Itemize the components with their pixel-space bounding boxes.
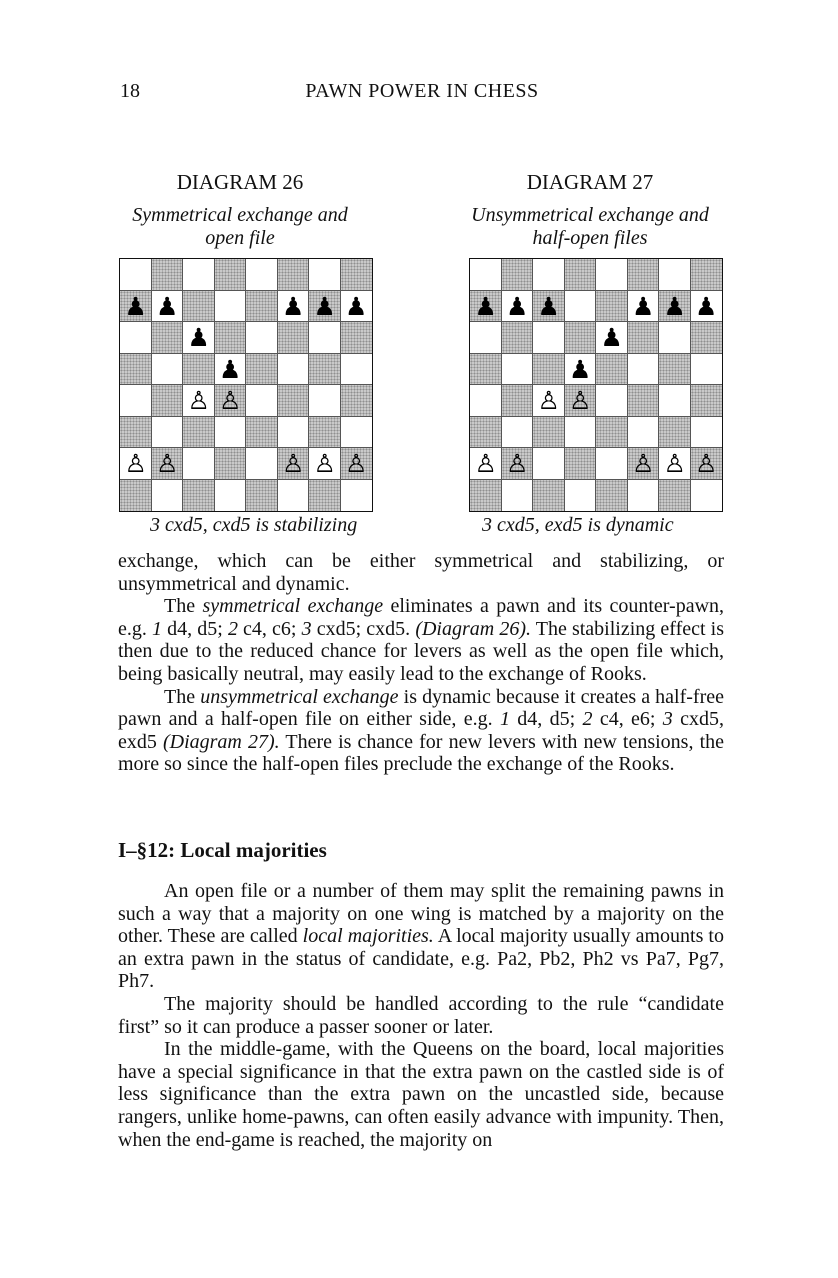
- board-square: [596, 291, 628, 323]
- diagram-caption-line: half-open files: [532, 227, 648, 249]
- black-pawn-icon: ♟: [313, 291, 336, 321]
- text-run: eliminates a pawn and its counter-pawn, e.g.: [118, 595, 725, 640]
- board-square: [341, 385, 373, 417]
- text-run: cxd5; cxd5.: [311, 617, 416, 640]
- board-square: [659, 259, 691, 291]
- diagram-heading: DIAGRAM 26: [176, 170, 304, 194]
- board-square: [502, 354, 534, 386]
- black-pawn-icon: ♟: [569, 354, 592, 384]
- italic-text: (Diagram 27).: [162, 730, 280, 753]
- board-caption: 3 cxd5, cxd5 is stabilizing: [150, 514, 358, 536]
- board-square: [470, 354, 502, 386]
- board-square: [120, 480, 152, 512]
- board-square: [309, 354, 341, 386]
- text-run: c4, e6;: [592, 708, 663, 731]
- text-run: The: [164, 685, 201, 708]
- board-square: [278, 385, 310, 417]
- white-pawn-icon: ♙: [124, 449, 147, 479]
- board-square: [628, 322, 660, 354]
- board-square: [246, 417, 278, 449]
- white-pawn-icon: ♙: [537, 386, 560, 416]
- text-run: The: [164, 595, 203, 618]
- italic-text: 2: [582, 708, 593, 731]
- board-square: [278, 354, 310, 386]
- board-square: [470, 385, 502, 417]
- italic-text: (Diagram 26).: [415, 617, 531, 640]
- board-square: [341, 291, 373, 323]
- page-number: 18: [120, 80, 140, 102]
- board-square: [691, 354, 723, 386]
- board-square: [309, 448, 341, 480]
- board-square: [246, 322, 278, 354]
- diagram-caption-line: Symmetrical exchange and: [132, 204, 348, 226]
- diagram-caption: [455, 204, 725, 252]
- white-pawn-icon: ♙: [506, 449, 529, 479]
- italic-text: 2: [227, 617, 238, 640]
- section-heading: I–§12: Local majorities: [118, 838, 327, 862]
- board-square: [341, 259, 373, 291]
- black-pawn-icon: ♟: [663, 291, 686, 321]
- board-square: [278, 448, 310, 480]
- board-square: [470, 259, 502, 291]
- board-square: [565, 385, 597, 417]
- board-square: [691, 259, 723, 291]
- white-pawn-icon: ♙: [156, 449, 179, 479]
- black-pawn-icon: ♟: [474, 291, 497, 321]
- black-pawn-icon: ♟: [156, 291, 179, 321]
- board-square: [470, 322, 502, 354]
- paragraph: [118, 993, 724, 1038]
- black-pawn-icon: ♟: [219, 354, 242, 384]
- text-run: The majority should be handled according to the rule “candidate first” so it can produce a passer sooner or later.: [118, 992, 724, 1038]
- board-square: [628, 417, 660, 449]
- board-square: [533, 448, 565, 480]
- white-pawn-icon: ♙: [345, 449, 368, 479]
- board-square: [341, 480, 373, 512]
- board-square: [309, 259, 341, 291]
- diagram-heading: DIAGRAM 27: [526, 170, 654, 194]
- board-square: [502, 448, 534, 480]
- board-square: [596, 480, 628, 512]
- board-square: [152, 354, 184, 386]
- board-square: [120, 385, 152, 417]
- board-square: [502, 385, 534, 417]
- board-square: [565, 322, 597, 354]
- board-square: [152, 448, 184, 480]
- italic-text: local majorities.: [302, 925, 434, 948]
- board-square: [691, 480, 723, 512]
- board-square: [183, 291, 215, 323]
- board-square: [183, 417, 215, 449]
- board-square: [120, 259, 152, 291]
- board-square: [278, 259, 310, 291]
- board-square: [596, 259, 628, 291]
- board-square: [120, 291, 152, 323]
- board-square: [246, 480, 278, 512]
- black-pawn-icon: ♟: [506, 291, 529, 321]
- text-run: cxd5, exd5: [118, 708, 724, 753]
- board-square: [565, 480, 597, 512]
- board-square: [341, 354, 373, 386]
- black-pawn-icon: ♟: [632, 291, 655, 321]
- board-square: [691, 417, 723, 449]
- board-square: [470, 448, 502, 480]
- black-pawn-icon: ♟: [600, 323, 623, 353]
- text-run: The stabilizing effect is then due to the reduced chance for levers as well as the open file which, being basically neutral, may easily lead to the exchange of Rooks.: [118, 617, 725, 685]
- board-square: [596, 417, 628, 449]
- board-square: [341, 417, 373, 449]
- white-pawn-icon: ♙: [695, 449, 718, 479]
- board-square: [533, 354, 565, 386]
- board-square: [565, 259, 597, 291]
- paragraph: [118, 550, 724, 595]
- board-square: [628, 480, 660, 512]
- board-square: [691, 291, 723, 323]
- board-square: [183, 448, 215, 480]
- board-square: [659, 291, 691, 323]
- body-text-top: [118, 550, 724, 776]
- italic-text: symmetrical exchange: [202, 595, 384, 618]
- text-run: d4, d5;: [162, 617, 228, 640]
- board-square: [183, 385, 215, 417]
- board-square: [246, 291, 278, 323]
- board-square: [659, 417, 691, 449]
- board-square: [659, 480, 691, 512]
- board-square: [659, 354, 691, 386]
- board-square: [470, 417, 502, 449]
- board-square: [215, 385, 247, 417]
- board-square: [246, 385, 278, 417]
- white-pawn-icon: ♙: [663, 449, 686, 479]
- board-square: [502, 417, 534, 449]
- board-square: [659, 448, 691, 480]
- board-square: [215, 417, 247, 449]
- board-square: [470, 291, 502, 323]
- board-square: [309, 291, 341, 323]
- board-square: [183, 354, 215, 386]
- black-pawn-icon: ♟: [282, 291, 305, 321]
- black-pawn-icon: ♟: [537, 291, 560, 321]
- chessboard-diagram-26: [119, 258, 373, 512]
- board-square: [533, 417, 565, 449]
- board-square: [120, 322, 152, 354]
- board-square: [502, 480, 534, 512]
- board-square: [565, 448, 597, 480]
- board-square: [533, 385, 565, 417]
- black-pawn-icon: ♟: [187, 323, 210, 353]
- italic-text: 1: [499, 708, 510, 731]
- board-square: [309, 322, 341, 354]
- text-run: An open file or a number of them may split the remaining pawns in such a way that a majority on one wing is matched by a majority on the other. These are called: [118, 880, 724, 948]
- white-pawn-icon: ♙: [187, 386, 210, 416]
- board-square: [152, 480, 184, 512]
- paragraph: [118, 1038, 724, 1151]
- board-square: [152, 259, 184, 291]
- board-square: [628, 354, 660, 386]
- white-pawn-icon: ♙: [632, 449, 655, 479]
- board-square: [596, 322, 628, 354]
- board-square: [691, 385, 723, 417]
- board-square: [502, 259, 534, 291]
- board-square: [246, 259, 278, 291]
- board-square: [596, 385, 628, 417]
- board-square: [183, 480, 215, 512]
- body-text-section: [118, 880, 724, 1151]
- board-square: [246, 354, 278, 386]
- board-square: [246, 448, 278, 480]
- board-square: [691, 322, 723, 354]
- chessboard-diagram-27: [469, 258, 723, 512]
- board-square: [341, 322, 373, 354]
- text-run: is dynamic because it creates a half-free pawn and a half-open file on either side, e.g.: [118, 685, 725, 731]
- board-square: [659, 385, 691, 417]
- board-square: [278, 322, 310, 354]
- black-pawn-icon: ♟: [124, 291, 147, 321]
- board-square: [215, 448, 247, 480]
- board-square: [341, 448, 373, 480]
- white-pawn-icon: ♙: [219, 386, 242, 416]
- board-square: [309, 417, 341, 449]
- italic-text: unsymmetrical exchange: [200, 685, 399, 708]
- board-square: [215, 291, 247, 323]
- board-square: [120, 448, 152, 480]
- board-square: [628, 291, 660, 323]
- board-square: [152, 417, 184, 449]
- diagram-caption-line: open file: [205, 227, 275, 249]
- board-square: [470, 480, 502, 512]
- board-square: [691, 448, 723, 480]
- board-square: [565, 291, 597, 323]
- running-head: [120, 80, 724, 106]
- board-square: [659, 322, 691, 354]
- italic-text: 3: [301, 617, 312, 640]
- black-pawn-icon: ♟: [345, 291, 368, 321]
- board-square: [278, 291, 310, 323]
- board-square: [215, 354, 247, 386]
- board-square: [215, 322, 247, 354]
- italic-text: 1: [152, 617, 162, 640]
- white-pawn-icon: ♙: [474, 449, 497, 479]
- black-pawn-icon: ♟: [695, 291, 718, 321]
- board-square: [152, 322, 184, 354]
- board-square: [278, 417, 310, 449]
- text-run: c4, c6;: [237, 617, 302, 640]
- diagram-26-header: [105, 168, 375, 252]
- board-square: [502, 291, 534, 323]
- diagram-caption-line: Unsymmetrical exchange and: [471, 204, 709, 226]
- text-run: d4, d5;: [509, 708, 583, 731]
- board-square: [596, 448, 628, 480]
- board-square: [533, 291, 565, 323]
- text-run: There is chance for new levers with new tensions, the more so since the half-open files preclude the exchange of the Rooks.: [118, 730, 724, 776]
- board-square: [533, 480, 565, 512]
- paragraph: [118, 880, 724, 993]
- text-run: exchange, which can be either symmetrical and stabilizing, or unsymmetrical and dynamic.: [118, 550, 724, 595]
- board-square: [533, 259, 565, 291]
- board-square: [278, 480, 310, 512]
- board-square: [215, 259, 247, 291]
- board-square: [565, 417, 597, 449]
- board-square: [309, 480, 341, 512]
- board-square: [309, 385, 341, 417]
- board-square: [533, 322, 565, 354]
- paragraph: [118, 595, 724, 685]
- board-square: [628, 385, 660, 417]
- board-square: [152, 291, 184, 323]
- paragraph: [118, 686, 724, 776]
- board-square: [502, 322, 534, 354]
- white-pawn-icon: ♙: [569, 386, 592, 416]
- board-square: [152, 385, 184, 417]
- book-title: PAWN POWER IN CHESS: [305, 80, 539, 102]
- diagram-27-header: [455, 168, 725, 252]
- white-pawn-icon: ♙: [282, 449, 305, 479]
- italic-text: 3: [662, 708, 673, 731]
- board-square: [628, 448, 660, 480]
- board-square: [628, 259, 660, 291]
- board-square: [183, 322, 215, 354]
- board-square: [215, 480, 247, 512]
- board-square: [183, 259, 215, 291]
- diagram-caption: [105, 204, 375, 252]
- board-square: [120, 354, 152, 386]
- text-run: In the middle-game, with the Queens on the board, local majorities have a special significance in that the extra pawn on the castled side is of less significance than the extra pawn on the uncastled side, because rangers, unlike home-pawns, can often easily advance with impunity. Then, when the end-game is reached, the majority on: [118, 1038, 724, 1151]
- board-square: [565, 354, 597, 386]
- board-square: [596, 354, 628, 386]
- white-pawn-icon: ♙: [313, 449, 336, 479]
- text-run: A local majority usually amounts to an extra pawn in the status of candidate, e.g. Pa2, Pb2, Ph2 vs Pa7, Pg7, Ph7.: [118, 925, 724, 993]
- board-square: [120, 417, 152, 449]
- board-caption: 3 cxd5, exd5 is dynamic: [482, 514, 674, 536]
